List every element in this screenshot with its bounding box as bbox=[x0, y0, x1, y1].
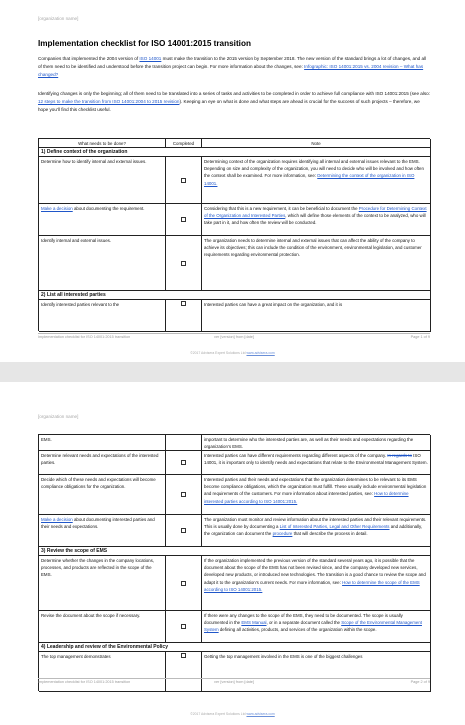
make-decision-link[interactable]: Make a decision bbox=[41, 516, 73, 522]
page-gap bbox=[0, 362, 465, 382]
completed-checkbox[interactable] bbox=[181, 624, 186, 629]
note-text: that will describe the process in detail. bbox=[292, 531, 368, 537]
header-completed: Completed bbox=[166, 139, 202, 148]
completed-cell bbox=[166, 515, 202, 547]
copyright-line bbox=[0, 712, 465, 716]
note-cell bbox=[202, 157, 431, 204]
completed-checkbox[interactable] bbox=[181, 581, 186, 586]
note-text: , or in a separate document called the bbox=[266, 619, 342, 625]
iso-14001-link[interactable]: ISO 14001 bbox=[139, 56, 162, 61]
advisera-link[interactable]: www.advisera.com bbox=[246, 712, 275, 716]
note-cell: Getting the top management involved in the EMS is one of the biggest challenges bbox=[202, 652, 431, 692]
section-1-heading: 1) Define context of the organization bbox=[39, 148, 431, 157]
make-decision-link[interactable]: Make a decision bbox=[41, 205, 73, 211]
document-page-2 bbox=[0, 382, 465, 725]
note-cell bbox=[202, 451, 431, 475]
header-todo: What needs to be done? bbox=[39, 139, 166, 148]
section-4-heading: 4) Leadership and review of the Environmental Policy bbox=[39, 643, 431, 652]
note-cell: The organization needs to determine internal and external issues that can affect the ability of the company to achieve its objectives; this can include the condition of the environment, environmental legislation, and customer requirements regarding environmental protection. bbox=[202, 236, 431, 291]
note-text: and additionally, the organization can document the bbox=[204, 523, 423, 537]
footer-doc-name: Implementation checklist for ISO 14001:2015 transition bbox=[38, 680, 131, 684]
completed-checkbox[interactable] bbox=[181, 261, 186, 266]
task-cell: The top management demonstrates bbox=[39, 652, 166, 692]
checklist-table-page-1 bbox=[38, 138, 430, 331]
task-cell bbox=[39, 204, 166, 236]
note-text: Interested parties and their needs and expectations that the organization determines to be relevant to its EMS become compliance obligations, which the organization must fulfill. These usually include environmental legislation and requirements of the customers. For more information about interested parties, see: bbox=[204, 476, 427, 497]
completed-cell bbox=[166, 475, 202, 515]
note-cell bbox=[202, 475, 431, 515]
completed-cell bbox=[166, 451, 202, 475]
intro2-text-b: ). Keeping an eye on what is done and what steps are ahead is crucial for the success of such projects – therefore, we hope you’ll find this checklist useful. bbox=[38, 99, 420, 112]
note-text: The organization must monitor and review information about the interested parties and their relevant requirements. This is usually done by documenting a bbox=[204, 516, 427, 529]
task-text: about documenting the requirement. bbox=[72, 205, 145, 211]
document-page-1 bbox=[0, 0, 465, 362]
note-cell bbox=[202, 515, 431, 547]
infographic-link[interactable]: Infographic: ISO 14001:2015 vs. 2004 revision – What has changed? bbox=[38, 64, 424, 77]
scope-document-link[interactable]: Scope of the Environmental Management System bbox=[204, 619, 422, 633]
completed-cell bbox=[166, 652, 202, 692]
checklist-table-page-2 bbox=[38, 434, 430, 691]
note-text: Determining context of the organization requires identifying all internal and external issues relevant to the EMS. Depending on size and complexity of the organization, you will need to decide who will be involved and how often the context shall be examined. For more information, see: bbox=[204, 158, 424, 179]
list-interested-parties-link[interactable]: List of Interested Parties, Legal and Other Requirements bbox=[279, 523, 390, 529]
intro2-text-a: Identifying changes is only the beginning; all of them need to be translated into a series of tasks and activities to be completed in order to achieve full compliance with ISO 14001:2015 (see also: bbox=[38, 91, 430, 96]
task-text: about documenting interested parties and their needs and expectations. bbox=[41, 516, 155, 529]
task-cell bbox=[39, 515, 166, 547]
page-footer-1 bbox=[38, 333, 430, 339]
note-text: Considering that this is a new requirement, it can be beneficial to document the bbox=[204, 205, 359, 211]
footer-version: ver [version] from [date] bbox=[214, 680, 254, 684]
completed-cell bbox=[166, 435, 202, 451]
footer-page-number: Page 1 of 9 bbox=[410, 335, 430, 339]
context-link[interactable]: Determining the context of the organization in ISO 14001. bbox=[204, 173, 415, 186]
page-footer-2 bbox=[38, 678, 430, 684]
footer-doc-name: Implementation checklist for ISO 14001:2015 transition bbox=[38, 335, 131, 339]
note-text: defining all activities, products, and services of the organization within the scope. bbox=[218, 627, 377, 633]
completed-cell bbox=[166, 204, 202, 236]
task-cell: Determine whether the changes in the company locations, processes, and products are reflected in the scope of the EMS. bbox=[39, 556, 166, 611]
completed-cell bbox=[166, 556, 202, 611]
task-cell: Revise the document about the scope if necessary. bbox=[39, 611, 166, 643]
note-cell bbox=[202, 611, 431, 643]
note-text: ISO 14001, it is important only to identify needs and expectations that relate to the Environmental Management System. bbox=[204, 452, 428, 465]
note-text: If there were any changes to the scope of the EMS, they need to be documented. The scope is usually documented in the bbox=[204, 612, 403, 625]
task-cell: Determine relevant needs and expectations of the interested parties. bbox=[39, 451, 166, 475]
organization-name: [organization name] bbox=[38, 16, 79, 21]
organization-name: [organization name] bbox=[38, 414, 79, 419]
note-cell bbox=[202, 204, 431, 236]
copyright-text: ©2017 Advisera Expert Solutions Ltd bbox=[190, 351, 247, 355]
copyright-line bbox=[0, 351, 465, 355]
section-3-heading: 3) Review the scope of EMS bbox=[39, 547, 431, 556]
note-cell: important to determine who the interested parties are, as well as their needs and expectations regarding the organization’s EMS. bbox=[202, 435, 431, 451]
task-cell: Identify internal and external issues. bbox=[39, 236, 166, 291]
strikethrough-text: In regards to bbox=[387, 452, 412, 458]
header-note: Note bbox=[202, 139, 431, 148]
section-2-heading: 2) List all interested parties bbox=[39, 291, 431, 300]
completed-checkbox[interactable] bbox=[181, 178, 186, 183]
note-cell: Interested parties can have a great impact on the organization, and it is bbox=[202, 300, 431, 332]
document-title: Implementation checklist for ISO 14001:2015 transition bbox=[38, 39, 251, 48]
intro1-text-b: must make the transition to the 2015 version by September 2018. The new version of the standard brings a lot of changes, and all of them need to be identified and understood before the transition project can begin. For more information about the changes, see: bbox=[38, 56, 427, 69]
procedure-link[interactable]: procedure bbox=[272, 531, 293, 537]
footer-page-number: Page 2 of 9 bbox=[410, 680, 430, 684]
completed-checkbox[interactable] bbox=[181, 460, 186, 465]
note-cell bbox=[202, 556, 431, 611]
copyright-text: ©2017 Advisera Expert Solutions Ltd bbox=[190, 712, 247, 716]
completed-cell bbox=[166, 157, 202, 204]
scope-ems-link[interactable]: How to determine the scope of the EMS according to ISO 14001:2015. bbox=[204, 579, 420, 593]
ems-manual-link[interactable]: EMS Manual bbox=[241, 619, 267, 625]
completed-cell bbox=[166, 611, 202, 643]
intro1-text-a: Companies that implemented the 2004 version of bbox=[38, 56, 140, 61]
completed-checkbox[interactable] bbox=[181, 528, 186, 533]
twelve-steps-link[interactable]: 12 steps to make the transition from ISO 14001:2004 to 2015 revision bbox=[38, 99, 180, 104]
note-text: Interested parties can have different requirements regarding different aspects of the company. bbox=[204, 452, 388, 458]
completed-checkbox[interactable] bbox=[181, 492, 186, 497]
advisera-link[interactable]: www.advisera.com bbox=[246, 351, 275, 355]
task-cell: Decide which of these needs and expectations will become compliance obligations for the organization. bbox=[39, 475, 166, 515]
note-text: , which will define those elements of the context to be analyzed, who will take part in it, and how often the review will be conducted. bbox=[204, 212, 426, 226]
completed-cell bbox=[166, 236, 202, 291]
completed-checkbox[interactable] bbox=[181, 301, 186, 306]
intro-paragraph-1 bbox=[38, 55, 430, 79]
completed-cell bbox=[166, 300, 202, 332]
footer-version: ver [version] from [date] bbox=[214, 335, 254, 339]
task-cell: Determine how to identify internal and external issues. bbox=[39, 157, 166, 204]
task-cell: EMS. bbox=[39, 435, 166, 451]
procedure-context-link[interactable]: Procedure for Determining Context of the Organization and Interested Parties bbox=[204, 205, 427, 218]
completed-checkbox[interactable] bbox=[181, 217, 186, 222]
intro-paragraph-2 bbox=[38, 90, 430, 114]
completed-checkbox[interactable] bbox=[181, 653, 186, 658]
note-text: If the organization implemented the previous version of the standard several years ago, it is possible that the document about the scope of the EMS has not been revised since, and the company developed new services, developed new products, or introduced new technologies. The transition is a good chance to review the scope and adapt it to the organization’s current needs. For more information, see: bbox=[204, 557, 426, 585]
task-cell: Identify interested parties relevant to the bbox=[39, 300, 166, 332]
interested-parties-link[interactable]: How to determine interested parties according to ISO 14001:2015. bbox=[204, 491, 409, 504]
